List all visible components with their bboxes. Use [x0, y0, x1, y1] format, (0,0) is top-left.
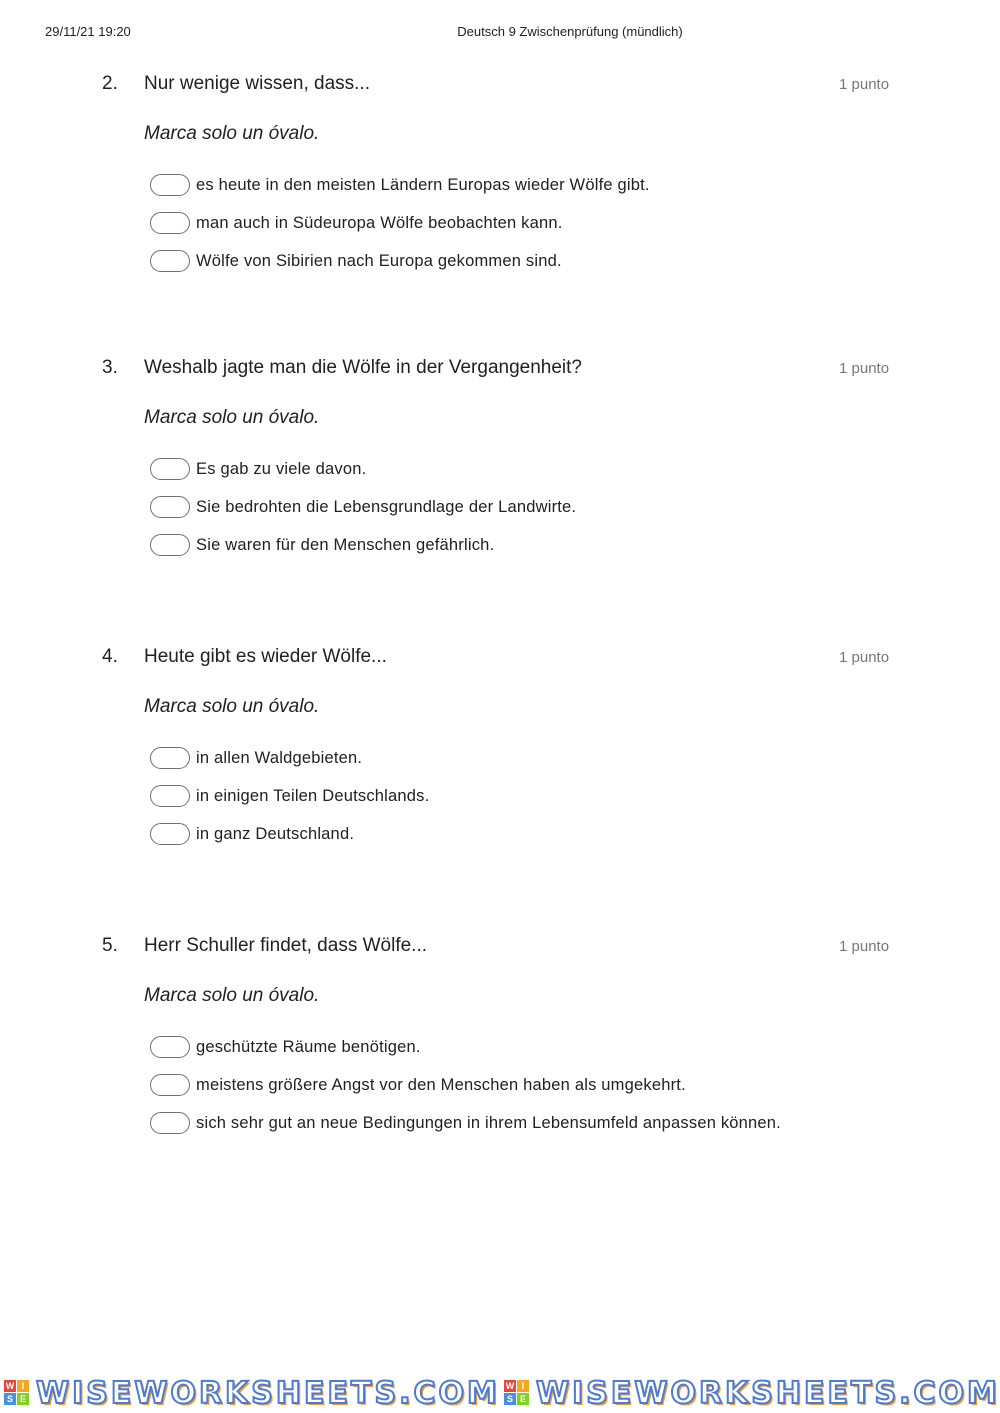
- question-points: 1 punto: [839, 76, 890, 93]
- watermark-text: WISEWORKSHEETS.COM: [36, 1376, 500, 1411]
- question-4: [0, 646, 1000, 916]
- question-number: 3.: [102, 357, 118, 378]
- question-title: Heute gibt es wieder Wölfe...: [144, 646, 387, 667]
- radio-oval-icon[interactable]: [150, 1036, 190, 1058]
- radio-oval-icon[interactable]: [150, 785, 190, 807]
- watermark-text: WISEWORKSHEETS.COM: [536, 1376, 1000, 1411]
- question-5: [0, 935, 1000, 1205]
- question-number: 2.: [102, 73, 118, 94]
- option-label: in ganz Deutschland.: [196, 825, 355, 843]
- radio-oval-icon[interactable]: [150, 496, 190, 518]
- radio-oval-icon[interactable]: [150, 212, 190, 234]
- radio-oval-icon[interactable]: [150, 1074, 190, 1096]
- wise-logo-icon: W I S E: [4, 1380, 30, 1406]
- radio-oval-icon[interactable]: [150, 1112, 190, 1134]
- question-title: Weshalb jagte man die Wölfe in der Vergangenheit?: [144, 357, 582, 378]
- option-label: man auch in Südeuropa Wölfe beobachten kann.: [196, 214, 563, 232]
- question-number: 4.: [102, 646, 118, 667]
- option-label: es heute in den meisten Ländern Europas wieder Wölfe gibt.: [196, 176, 650, 194]
- radio-oval-icon[interactable]: [150, 823, 190, 845]
- question-instruction: Marca solo un óvalo.: [144, 407, 320, 428]
- option-label: Wölfe von Sibirien nach Europa gekommen sind.: [196, 252, 562, 270]
- question-points: 1 punto: [839, 360, 890, 377]
- question-points: 1 punto: [839, 938, 890, 955]
- question-points: 1 punto: [839, 649, 890, 666]
- radio-oval-icon[interactable]: [150, 174, 190, 196]
- question-instruction: Marca solo un óvalo.: [144, 123, 320, 144]
- option-label: Es gab zu viele davon.: [196, 460, 367, 478]
- option-label: Sie waren für den Menschen gefährlich.: [196, 536, 495, 554]
- option-label: sich sehr gut an neue Bedingungen in ihrem Lebensumfeld anpassen können.: [196, 1114, 781, 1132]
- question-title: Nur wenige wissen, dass...: [144, 73, 370, 94]
- option-label: in einigen Teilen Deutschlands.: [196, 787, 430, 805]
- question-instruction: Marca solo un óvalo.: [144, 985, 320, 1006]
- radio-oval-icon[interactable]: [150, 250, 190, 272]
- print-title: Deutsch 9 Zwischenprüfung (mündlich): [457, 24, 683, 39]
- print-header: [0, 24, 1000, 42]
- radio-oval-icon[interactable]: [150, 458, 190, 480]
- question-title: Herr Schuller findet, dass Wölfe...: [144, 935, 427, 956]
- radio-oval-icon[interactable]: [150, 747, 190, 769]
- question-3: [0, 357, 1000, 627]
- wise-logo-icon: W I S E: [504, 1380, 530, 1406]
- option-label: in allen Waldgebieten.: [196, 749, 363, 767]
- watermark-banner: [0, 1368, 1000, 1413]
- print-date: 29/11/21 19:20: [45, 24, 131, 39]
- question-2: [0, 73, 1000, 343]
- option-label: geschützte Räume benötigen.: [196, 1038, 421, 1056]
- question-instruction: Marca solo un óvalo.: [144, 696, 320, 717]
- option-label: meistens größere Angst vor den Menschen haben als umgekehrt.: [196, 1076, 686, 1094]
- option-label: Sie bedrohten die Lebensgrundlage der Landwirte.: [196, 498, 577, 516]
- radio-oval-icon[interactable]: [150, 534, 190, 556]
- question-number: 5.: [102, 935, 118, 956]
